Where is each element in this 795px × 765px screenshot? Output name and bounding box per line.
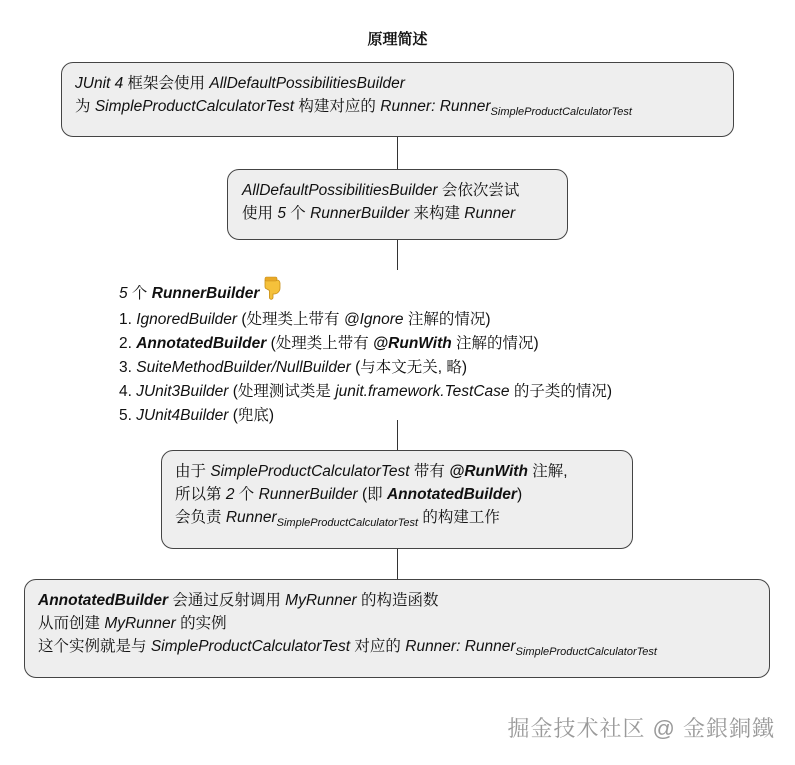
step-box-3-line-2: 所以第 2 个 RunnerBuilder (即 AnnotatedBuilder) <box>175 486 523 503</box>
connector-line-2 <box>397 240 398 270</box>
step-box-4 <box>24 579 770 678</box>
list-item: 3. SuiteMethodBuilder/NullBuilder (与本文无关, 略) <box>119 359 468 376</box>
step-box-1-line-2: 为 SimpleProductCalculatorTest 构建对应的 Runner: Runner$_{SimpleProductCalculatorTest}$ <box>75 98 632 118</box>
step-box-2 <box>227 169 568 240</box>
watermark: 掘金技术社区 @ 金銀銅鐵 <box>507 716 775 741</box>
runner-subscript: SimpleProductCalculatorTest <box>490 106 632 118</box>
step-box-2-line-1: AllDefaultPossibilitiesBuilder 会依次尝试 <box>242 182 520 199</box>
list-item: 5. JUnit4Builder (兜底) <box>119 407 275 424</box>
step-box-3-line-3: 会负责 Runner$_{SimpleProductCalculatorTest}$ 的构建工作 <box>175 509 500 529</box>
diagram-title: 原理简述 <box>367 31 428 48</box>
text-runner: Runner: Runner <box>380 98 491 115</box>
list-item: 2. AnnotatedBuilder (处理类上带有 @RunWith 注解的情况) <box>119 335 539 352</box>
step-box-4-line-3: 这个实例就是与 SimpleProductCalculatorTest 对应的 Runner: Runner$_{SimpleProductCalculatorTest}$ <box>38 638 657 658</box>
list-item: 4. JUnit3Builder (处理测试类是 junit.framework.TestCase 的子类的情况) <box>119 383 612 400</box>
text-test-class: SimpleProductCalculatorTest <box>94 98 295 115</box>
step-box-1-line-1: JUnit 4 框架会使用 AllDefaultPossibilitiesBuilder <box>75 75 405 92</box>
runner-builder-list-heading: 5 个 RunnerBuilder <box>119 276 612 308</box>
step-box-4-line-1: AnnotatedBuilder 会通过反射调用 MyRunner 的构造函数 <box>38 592 439 609</box>
step-box-3-line-1: 由于 SimpleProductCalculatorTest 带有 @RunWith 注解, <box>175 463 568 480</box>
runner-builder-list <box>119 276 612 428</box>
step-box-4-line-2: 从而创建 MyRunner 的实例 <box>38 615 227 632</box>
text-builder-class: AllDefaultPossibilitiesBuilder <box>209 75 405 92</box>
step-box-1 <box>61 62 734 137</box>
step-box-3 <box>161 450 633 549</box>
step-box-2-line-2: 使用 5 个 RunnerBuilder 来构建 Runner <box>242 205 516 222</box>
pointing-down-hand-icon <box>262 276 284 308</box>
list-item: 1. IgnoredBuilder (处理类上带有 @Ignore 注解的情况) <box>119 311 491 328</box>
connector-line-1 <box>397 137 398 169</box>
connector-line-4 <box>397 549 398 579</box>
text-junit4: JUnit 4 <box>75 75 124 92</box>
